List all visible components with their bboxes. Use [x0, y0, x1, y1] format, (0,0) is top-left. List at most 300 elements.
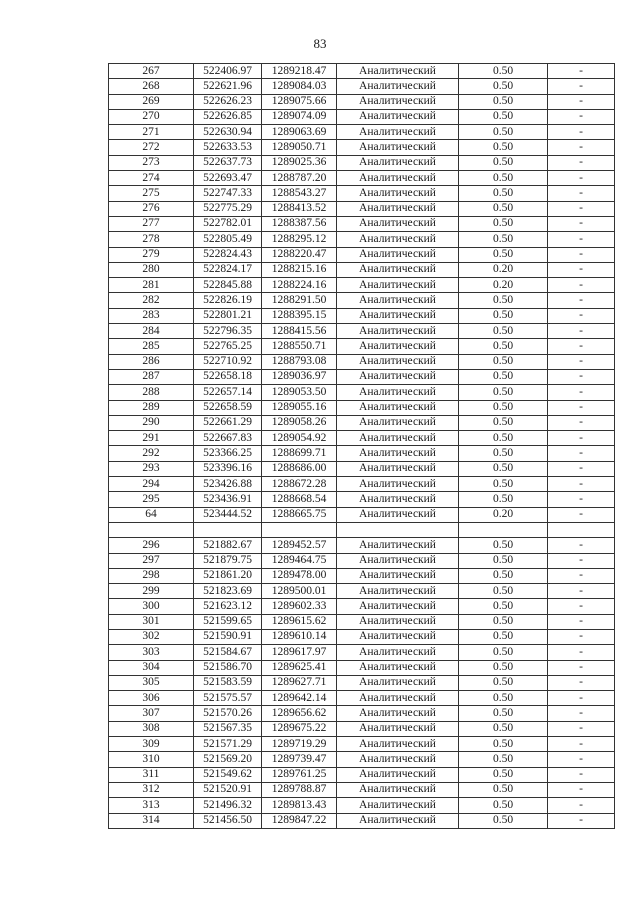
- table-row: [109, 492, 615, 507]
- x-coordinate-cell: 521456.50: [194, 813, 262, 828]
- y-coordinate-cell: 1289058.26: [262, 415, 337, 430]
- table-row: [109, 737, 615, 752]
- y-coordinate-cell: 1289625.41: [262, 660, 337, 675]
- method-cell: Аналитический: [337, 675, 459, 690]
- x-coordinate-cell: 521583.59: [194, 675, 262, 690]
- x-coordinate-cell: 521520.91: [194, 782, 262, 797]
- dash-cell: -: [548, 400, 615, 415]
- accuracy-cell: 0.50: [459, 568, 548, 583]
- x-coordinate-cell: 522747.33: [194, 186, 262, 201]
- y-coordinate-cell: 1289642.14: [262, 691, 337, 706]
- x-coordinate-cell: 522826.19: [194, 293, 262, 308]
- method-cell: Аналитический: [337, 400, 459, 415]
- method-cell: Аналитический: [337, 752, 459, 767]
- method-cell: Аналитический: [337, 813, 459, 828]
- accuracy-cell: 0.50: [459, 737, 548, 752]
- method-cell: Аналитический: [337, 125, 459, 140]
- method-cell: Аналитический: [337, 171, 459, 186]
- dash-cell: -: [548, 507, 615, 522]
- x-coordinate-cell: 522633.53: [194, 140, 262, 155]
- dash-cell: -: [548, 798, 615, 813]
- method-cell: Аналитический: [337, 538, 459, 553]
- accuracy-cell: 0.50: [459, 782, 548, 797]
- y-coordinate-cell: 1288224.16: [262, 278, 337, 293]
- point-number-cell: 275: [109, 186, 194, 201]
- accuracy-cell: 0.50: [459, 216, 548, 231]
- y-coordinate-cell: 1288665.75: [262, 507, 337, 522]
- point-number-cell: 267: [109, 64, 194, 79]
- accuracy-cell: 0.50: [459, 171, 548, 186]
- point-number-cell: 276: [109, 201, 194, 216]
- table-row: [109, 767, 615, 782]
- table-row: [109, 171, 615, 186]
- point-number-cell: 314: [109, 813, 194, 828]
- method-cell: Аналитический: [337, 568, 459, 583]
- accuracy-cell: 0.50: [459, 186, 548, 201]
- x-coordinate-cell: 522765.25: [194, 339, 262, 354]
- method-cell: Аналитический: [337, 186, 459, 201]
- y-coordinate-cell: 1289615.62: [262, 614, 337, 629]
- table-row: [109, 691, 615, 706]
- point-number-cell: 309: [109, 737, 194, 752]
- accuracy-cell: 0.50: [459, 553, 548, 568]
- x-coordinate-cell: 521496.32: [194, 798, 262, 813]
- table-row: [109, 262, 615, 277]
- accuracy-cell: 0.50: [459, 293, 548, 308]
- x-coordinate-cell: 522824.43: [194, 247, 262, 262]
- point-number-cell: 292: [109, 446, 194, 461]
- x-coordinate-cell: 521569.20: [194, 752, 262, 767]
- method-cell: Аналитический: [337, 415, 459, 430]
- accuracy-cell: 0.50: [459, 79, 548, 94]
- x-coordinate-cell: 522801.21: [194, 308, 262, 323]
- method-cell: Аналитический: [337, 446, 459, 461]
- point-number-cell: 281: [109, 278, 194, 293]
- method-cell: Аналитический: [337, 385, 459, 400]
- table-row: [109, 584, 615, 599]
- dash-cell: -: [548, 125, 615, 140]
- method-cell: Аналитический: [337, 614, 459, 629]
- method-cell: Аналитический: [337, 492, 459, 507]
- table-row: [109, 553, 615, 568]
- dash-cell: -: [548, 477, 615, 492]
- y-coordinate-cell: 1289025.36: [262, 155, 337, 170]
- method-cell: Аналитический: [337, 767, 459, 782]
- x-coordinate-cell: 522775.29: [194, 201, 262, 216]
- x-coordinate-cell: 522693.47: [194, 171, 262, 186]
- x-coordinate-cell: 521549.62: [194, 767, 262, 782]
- x-coordinate-cell: 522796.35: [194, 324, 262, 339]
- y-coordinate-cell: 1288415.56: [262, 324, 337, 339]
- dash-cell: -: [548, 538, 615, 553]
- dash-cell: -: [548, 599, 615, 614]
- table-row: [109, 568, 615, 583]
- dash-cell: -: [548, 324, 615, 339]
- accuracy-cell: 0.50: [459, 675, 548, 690]
- method-cell: Аналитический: [337, 324, 459, 339]
- point-number-cell: 296: [109, 538, 194, 553]
- table-row: [109, 660, 615, 675]
- y-coordinate-cell: 1288387.56: [262, 216, 337, 231]
- dash-cell: -: [548, 568, 615, 583]
- table-row: [109, 461, 615, 476]
- accuracy-cell: 0.50: [459, 645, 548, 660]
- accuracy-cell: 0.50: [459, 155, 548, 170]
- y-coordinate-cell: 1289063.69: [262, 125, 337, 140]
- method-cell: Аналитический: [337, 584, 459, 599]
- y-coordinate-cell: 1289675.22: [262, 721, 337, 736]
- coordinates-table-body: [109, 64, 615, 829]
- empty-cell: [548, 522, 615, 537]
- x-coordinate-cell: 521575.57: [194, 691, 262, 706]
- accuracy-cell: 0.50: [459, 125, 548, 140]
- table-row: [109, 140, 615, 155]
- accuracy-cell: 0.50: [459, 431, 548, 446]
- accuracy-cell: 0.50: [459, 721, 548, 736]
- method-cell: Аналитический: [337, 216, 459, 231]
- point-number-cell: 297: [109, 553, 194, 568]
- y-coordinate-cell: 1289053.50: [262, 385, 337, 400]
- dash-cell: -: [548, 415, 615, 430]
- dash-cell: -: [548, 461, 615, 476]
- point-number-cell: 291: [109, 431, 194, 446]
- point-number-cell: 295: [109, 492, 194, 507]
- x-coordinate-cell: 523444.52: [194, 507, 262, 522]
- point-number-cell: 305: [109, 675, 194, 690]
- x-coordinate-cell: 522824.17: [194, 262, 262, 277]
- table-row: [109, 369, 615, 384]
- table-row: [109, 186, 615, 201]
- dash-cell: -: [548, 614, 615, 629]
- method-cell: Аналитический: [337, 232, 459, 247]
- accuracy-cell: 0.50: [459, 324, 548, 339]
- accuracy-cell: 0.50: [459, 140, 548, 155]
- dash-cell: -: [548, 782, 615, 797]
- y-coordinate-cell: 1289452.57: [262, 538, 337, 553]
- dash-cell: -: [548, 232, 615, 247]
- y-coordinate-cell: 1288295.12: [262, 232, 337, 247]
- method-cell: Аналитический: [337, 79, 459, 94]
- x-coordinate-cell: 522661.29: [194, 415, 262, 430]
- point-number-cell: 278: [109, 232, 194, 247]
- method-cell: Аналитический: [337, 691, 459, 706]
- x-coordinate-cell: 521623.12: [194, 599, 262, 614]
- x-coordinate-cell: 523366.25: [194, 446, 262, 461]
- x-coordinate-cell: 521599.65: [194, 614, 262, 629]
- table-row: [109, 216, 615, 231]
- method-cell: Аналитический: [337, 706, 459, 721]
- y-coordinate-cell: 1289464.75: [262, 553, 337, 568]
- point-number-cell: 273: [109, 155, 194, 170]
- dash-cell: -: [548, 262, 615, 277]
- y-coordinate-cell: 1288291.50: [262, 293, 337, 308]
- table-row: [109, 385, 615, 400]
- table-row: [109, 400, 615, 415]
- point-number-cell: 271: [109, 125, 194, 140]
- dash-cell: -: [548, 675, 615, 690]
- table-row: [109, 798, 615, 813]
- dash-cell: -: [548, 629, 615, 644]
- y-coordinate-cell: 1289084.03: [262, 79, 337, 94]
- dash-cell: -: [548, 140, 615, 155]
- x-coordinate-cell: 523426.88: [194, 477, 262, 492]
- dash-cell: -: [548, 369, 615, 384]
- point-number-cell: 306: [109, 691, 194, 706]
- empty-cell: [337, 522, 459, 537]
- method-cell: Аналитический: [337, 109, 459, 124]
- point-number-cell: 310: [109, 752, 194, 767]
- method-cell: Аналитический: [337, 507, 459, 522]
- point-number-cell: 280: [109, 262, 194, 277]
- method-cell: Аналитический: [337, 247, 459, 262]
- table-row: [109, 308, 615, 323]
- method-cell: Аналитический: [337, 201, 459, 216]
- x-coordinate-cell: 522657.14: [194, 385, 262, 400]
- y-coordinate-cell: 1289054.92: [262, 431, 337, 446]
- table-row: [109, 155, 615, 170]
- table-spacer-row: [109, 522, 615, 537]
- point-number-cell: 286: [109, 354, 194, 369]
- dash-cell: -: [548, 64, 615, 79]
- accuracy-cell: 0.50: [459, 232, 548, 247]
- x-coordinate-cell: 522658.18: [194, 369, 262, 384]
- y-coordinate-cell: 1288543.27: [262, 186, 337, 201]
- y-coordinate-cell: 1289656.62: [262, 706, 337, 721]
- accuracy-cell: 0.20: [459, 262, 548, 277]
- y-coordinate-cell: 1288672.28: [262, 477, 337, 492]
- point-number-cell: 293: [109, 461, 194, 476]
- y-coordinate-cell: 1289847.22: [262, 813, 337, 828]
- point-number-cell: 312: [109, 782, 194, 797]
- method-cell: Аналитический: [337, 64, 459, 79]
- dash-cell: -: [548, 813, 615, 828]
- dash-cell: -: [548, 492, 615, 507]
- point-number-cell: 303: [109, 645, 194, 660]
- x-coordinate-cell: 521586.70: [194, 660, 262, 675]
- y-coordinate-cell: 1289602.33: [262, 599, 337, 614]
- x-coordinate-cell: 521861.20: [194, 568, 262, 583]
- y-coordinate-cell: 1288787.20: [262, 171, 337, 186]
- y-coordinate-cell: 1289813.43: [262, 798, 337, 813]
- dash-cell: -: [548, 308, 615, 323]
- dash-cell: -: [548, 691, 615, 706]
- x-coordinate-cell: 521571.29: [194, 737, 262, 752]
- method-cell: Аналитический: [337, 553, 459, 568]
- method-cell: Аналитический: [337, 308, 459, 323]
- accuracy-cell: 0.50: [459, 599, 548, 614]
- x-coordinate-cell: 521590.91: [194, 629, 262, 644]
- y-coordinate-cell: 1289050.71: [262, 140, 337, 155]
- x-coordinate-cell: 522406.97: [194, 64, 262, 79]
- accuracy-cell: 0.50: [459, 247, 548, 262]
- method-cell: Аналитический: [337, 140, 459, 155]
- point-number-cell: 287: [109, 369, 194, 384]
- point-number-cell: 299: [109, 584, 194, 599]
- table-row: [109, 354, 615, 369]
- table-row: [109, 782, 615, 797]
- table-row: [109, 446, 615, 461]
- table-row: [109, 629, 615, 644]
- point-number-cell: 304: [109, 660, 194, 675]
- method-cell: Аналитический: [337, 262, 459, 277]
- table-row: [109, 431, 615, 446]
- dash-cell: -: [548, 584, 615, 599]
- method-cell: Аналитический: [337, 94, 459, 109]
- point-number-cell: 277: [109, 216, 194, 231]
- method-cell: Аналитический: [337, 737, 459, 752]
- x-coordinate-cell: 521584.67: [194, 645, 262, 660]
- table-row: [109, 64, 615, 79]
- table-row: [109, 706, 615, 721]
- table-row: [109, 415, 615, 430]
- accuracy-cell: 0.50: [459, 584, 548, 599]
- accuracy-cell: 0.50: [459, 767, 548, 782]
- method-cell: Аналитический: [337, 293, 459, 308]
- table-row: [109, 675, 615, 690]
- method-cell: Аналитический: [337, 431, 459, 446]
- point-number-cell: 290: [109, 415, 194, 430]
- method-cell: Аналитический: [337, 278, 459, 293]
- point-number-cell: 285: [109, 339, 194, 354]
- x-coordinate-cell: 521823.69: [194, 584, 262, 599]
- method-cell: Аналитический: [337, 660, 459, 675]
- dash-cell: -: [548, 354, 615, 369]
- table-row: [109, 79, 615, 94]
- accuracy-cell: 0.50: [459, 798, 548, 813]
- y-coordinate-cell: 1289617.97: [262, 645, 337, 660]
- accuracy-cell: 0.20: [459, 278, 548, 293]
- accuracy-cell: 0.50: [459, 706, 548, 721]
- dash-cell: -: [548, 752, 615, 767]
- x-coordinate-cell: 522805.49: [194, 232, 262, 247]
- accuracy-cell: 0.50: [459, 354, 548, 369]
- method-cell: Аналитический: [337, 369, 459, 384]
- table-row: [109, 813, 615, 828]
- table-row: [109, 94, 615, 109]
- point-number-cell: 313: [109, 798, 194, 813]
- y-coordinate-cell: 1289074.09: [262, 109, 337, 124]
- table-row: [109, 614, 615, 629]
- dash-cell: -: [548, 293, 615, 308]
- dash-cell: -: [548, 247, 615, 262]
- y-coordinate-cell: 1289036.97: [262, 369, 337, 384]
- method-cell: Аналитический: [337, 155, 459, 170]
- point-number-cell: 269: [109, 94, 194, 109]
- y-coordinate-cell: 1288793.08: [262, 354, 337, 369]
- method-cell: Аналитический: [337, 477, 459, 492]
- accuracy-cell: 0.50: [459, 492, 548, 507]
- point-number-cell: 301: [109, 614, 194, 629]
- dash-cell: -: [548, 94, 615, 109]
- x-coordinate-cell: 522626.85: [194, 109, 262, 124]
- table-row: [109, 125, 615, 140]
- point-number-cell: 302: [109, 629, 194, 644]
- accuracy-cell: 0.50: [459, 385, 548, 400]
- y-coordinate-cell: 1289719.29: [262, 737, 337, 752]
- method-cell: Аналитический: [337, 645, 459, 660]
- x-coordinate-cell: 522782.01: [194, 216, 262, 231]
- method-cell: Аналитический: [337, 599, 459, 614]
- method-cell: Аналитический: [337, 629, 459, 644]
- table-row: [109, 109, 615, 124]
- accuracy-cell: 0.50: [459, 691, 548, 706]
- y-coordinate-cell: 1288215.16: [262, 262, 337, 277]
- accuracy-cell: 0.20: [459, 507, 548, 522]
- dash-cell: -: [548, 385, 615, 400]
- method-cell: Аналитический: [337, 461, 459, 476]
- y-coordinate-cell: 1289739.47: [262, 752, 337, 767]
- accuracy-cell: 0.50: [459, 752, 548, 767]
- x-coordinate-cell: 522710.92: [194, 354, 262, 369]
- accuracy-cell: 0.50: [459, 64, 548, 79]
- dash-cell: -: [548, 721, 615, 736]
- accuracy-cell: 0.50: [459, 813, 548, 828]
- accuracy-cell: 0.50: [459, 308, 548, 323]
- page-number: 83: [313, 36, 327, 51]
- table-row: [109, 477, 615, 492]
- accuracy-cell: 0.50: [459, 109, 548, 124]
- dash-cell: -: [548, 767, 615, 782]
- dash-cell: -: [548, 201, 615, 216]
- point-number-cell: 279: [109, 247, 194, 262]
- y-coordinate-cell: 1289610.14: [262, 629, 337, 644]
- point-number-cell: 294: [109, 477, 194, 492]
- x-coordinate-cell: 522621.96: [194, 79, 262, 94]
- dash-cell: -: [548, 553, 615, 568]
- dash-cell: -: [548, 216, 615, 231]
- y-coordinate-cell: 1288220.47: [262, 247, 337, 262]
- accuracy-cell: 0.50: [459, 415, 548, 430]
- y-coordinate-cell: 1288413.52: [262, 201, 337, 216]
- point-number-cell: 288: [109, 385, 194, 400]
- y-coordinate-cell: 1289055.16: [262, 400, 337, 415]
- point-number-cell: 268: [109, 79, 194, 94]
- accuracy-cell: 0.50: [459, 94, 548, 109]
- accuracy-cell: 0.50: [459, 629, 548, 644]
- point-number-cell: 64: [109, 507, 194, 522]
- table-row: [109, 324, 615, 339]
- point-number-cell: 308: [109, 721, 194, 736]
- y-coordinate-cell: 1288395.15: [262, 308, 337, 323]
- y-coordinate-cell: 1289500.01: [262, 584, 337, 599]
- method-cell: Аналитический: [337, 339, 459, 354]
- x-coordinate-cell: 521879.75: [194, 553, 262, 568]
- y-coordinate-cell: 1289788.87: [262, 782, 337, 797]
- dash-cell: -: [548, 706, 615, 721]
- table-row: [109, 599, 615, 614]
- accuracy-cell: 0.50: [459, 339, 548, 354]
- x-coordinate-cell: 522667.83: [194, 431, 262, 446]
- x-coordinate-cell: 522637.73: [194, 155, 262, 170]
- dash-cell: -: [548, 645, 615, 660]
- point-number-cell: 270: [109, 109, 194, 124]
- accuracy-cell: 0.50: [459, 538, 548, 553]
- table-row: [109, 339, 615, 354]
- table-row: [109, 247, 615, 262]
- dash-cell: -: [548, 339, 615, 354]
- y-coordinate-cell: 1289478.00: [262, 568, 337, 583]
- empty-cell: [194, 522, 262, 537]
- x-coordinate-cell: 522630.94: [194, 125, 262, 140]
- dash-cell: -: [548, 155, 615, 170]
- point-number-cell: 284: [109, 324, 194, 339]
- accuracy-cell: 0.50: [459, 369, 548, 384]
- accuracy-cell: 0.50: [459, 614, 548, 629]
- dash-cell: -: [548, 171, 615, 186]
- table-row: [109, 201, 615, 216]
- table-row: [109, 232, 615, 247]
- dash-cell: -: [548, 278, 615, 293]
